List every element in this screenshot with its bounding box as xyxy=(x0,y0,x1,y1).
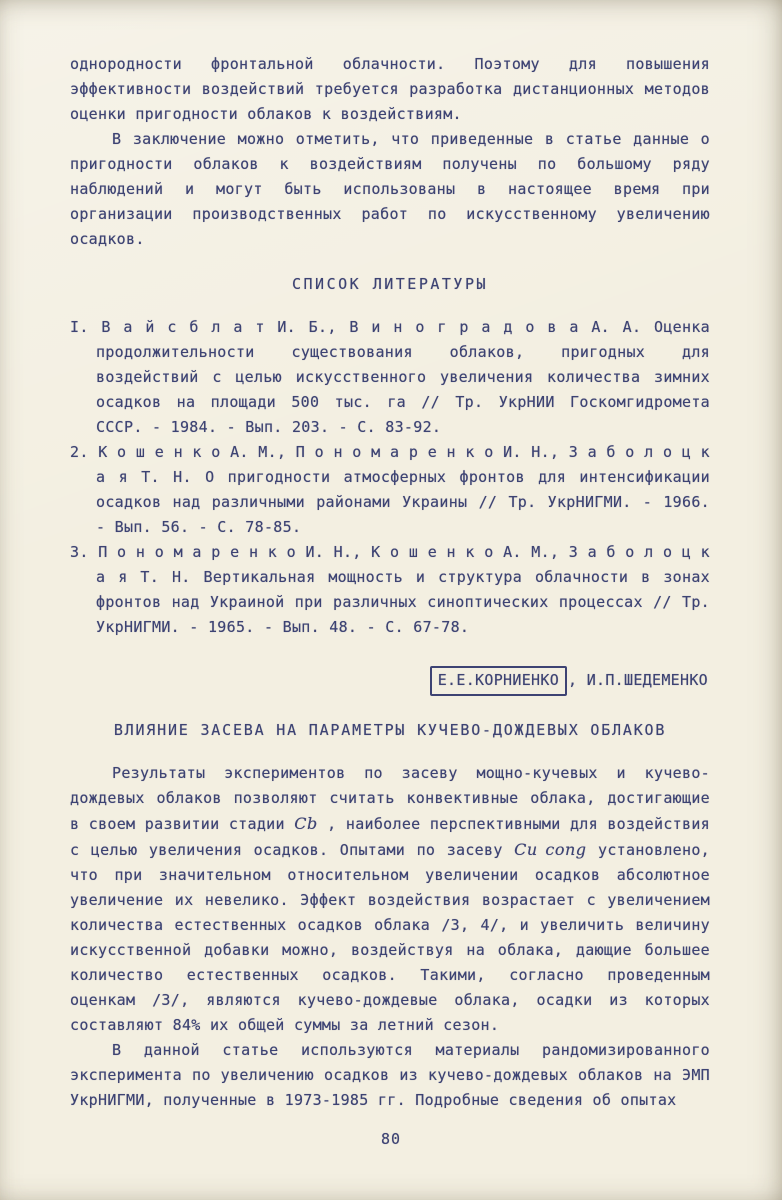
paragraph-text: Результаты экспериментов по засеву мощно-кучевых и кучево-дождевых облаков позволяют считать конвективные облака, достигающие в своем развитии стадии xyxy=(70,764,710,833)
bibliography-section xyxy=(70,272,710,640)
reference-list xyxy=(70,315,710,640)
co-author-name: , И.П.ШЕДЕМЕНКО xyxy=(568,671,708,689)
article-title: ВЛИЯНИЕ ЗАСЕВА НА ПАРАМЕТРЫ КУЧЕВО-ДОЖДЕВЫХ ОБЛАКОВ xyxy=(113,721,667,739)
page-content xyxy=(70,52,710,1113)
intro-paragraph-continued: однородности фронтальной облачности. Поэтому для повышения эффективности воздействий требуется разработка дистанционных методов оценки пригодности облаков к воздействиям. xyxy=(70,55,710,123)
article-paragraph: В данной статье используются материалы рандомизированного эксперимента по увеличению осадков из кучево-дождевых облаков на ЭМП УкрНИГМИ, полученные в 1973-1985 гг. Подробные сведения об опытах xyxy=(70,1041,710,1109)
intro-paragraph-conclusion: В заключение можно отметить, что приведенные в статье данные о пригодности облаков к воздействиям получены по большому ряду наблюдений и могут быть использованы в настоящее время при организации производственных работ по искусственному увеличению осадков. xyxy=(70,130,710,248)
authors-line xyxy=(70,666,708,696)
reference-item xyxy=(70,440,710,540)
paragraph-text: , наиболее перспективными для воздействия с целью увеличения осадков. Опытами по засеву xyxy=(70,815,710,859)
bibliography-heading: СПИСОК ЛИТЕРАТУРЫ xyxy=(291,275,489,293)
reference-text: П о н о м а р е н к о И. Н., К о ш е н к о А. М., З а б о л о ц к а я Т. Н. Вертикальная мощность и структура облачности в зонах фронтов над Украиной при различных синоптических процессах // Тр. УкрНИГМИ. - 1965. - Вып. 48. - С. 67-78. xyxy=(96,543,710,636)
article-paragraph xyxy=(70,761,710,1038)
page-number: 80 xyxy=(380,1130,402,1148)
reference-text: В а й с б л а т И. Б., В и н о г р а д о в а А. А. Оценка продолжительности существования облаков, пригодных для воздействий с целью искусственного увеличения количества зимних осадков на площади 500 тыс. га // Тр. УкрНИИ Госкомгидромета СССР. - 1984. - Вып. 203. - С. 83-92. xyxy=(96,318,710,436)
paragraph-text: установлено, что при значительном относительном увеличении осадков абсолютное увеличение их невелико. Эффект воздействия возрастает с увеличением количества естественных осадков облака /3, 4/, и увеличить величину искусственной добавки можно, воздействуя на облака, дающие большее количество естественных осадков. Такими, согласно проведенным оценкам /3/, являются кучево-дождевые облака, осадки из которых составляют 84% их общей суммы за летний сезон. xyxy=(70,841,710,1034)
cloud-type-cb-handwritten: Cb xyxy=(294,814,318,833)
reference-number: 3. xyxy=(70,543,89,561)
boxed-author-name: Е.Е.КОРНИЕНКО xyxy=(430,666,567,696)
reference-number: 2. xyxy=(70,443,89,461)
reference-item xyxy=(70,540,710,640)
reference-text: К о ш е н к о А. М., П о н о м а р е н к о И. Н., З а б о л о ц к а я Т. Н. О пригодности атмосферных фронтов для интенсификации осадков над различными районами Украины // Тр. УкрНИГМИ. - 1966. - Вып. 56. - С. 78-85. xyxy=(96,443,710,536)
reference-item xyxy=(70,315,710,440)
cloud-type-cu-cong-handwritten: Cu cong xyxy=(514,840,587,859)
article-section xyxy=(70,666,710,1113)
reference-number: I. xyxy=(70,318,89,336)
intro-section xyxy=(70,52,710,252)
